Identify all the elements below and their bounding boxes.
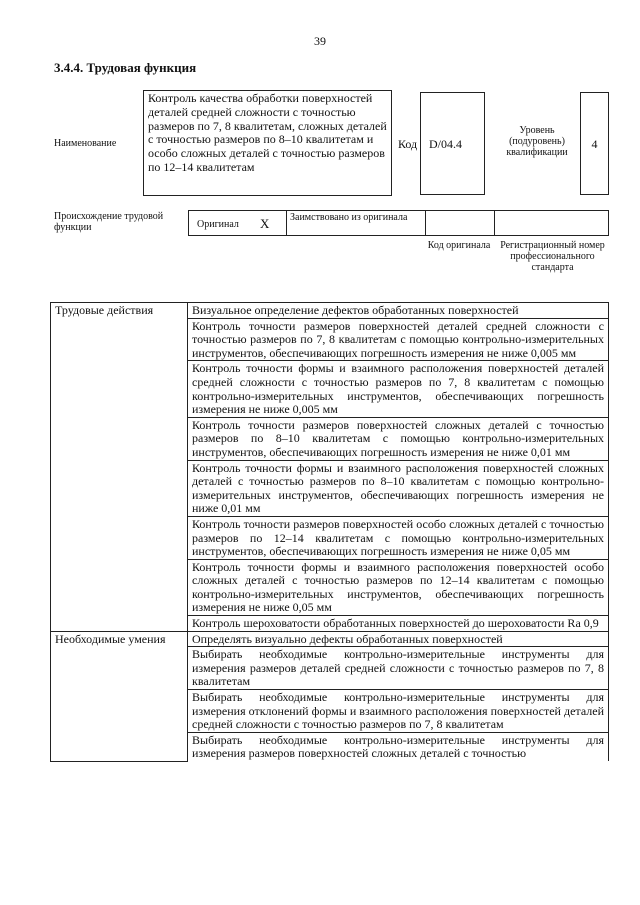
level-box xyxy=(580,92,609,195)
table-cell: Контроль точности размеров поверхностей сложных деталей с точностью размеров по 8–10 квалитетам с помощью контрольно-измерительных инструментов, обеспечивающих погрешность измерения не ниже 0,01 мм xyxy=(188,417,609,460)
table-cell: Выбирать необходимые контрольно-измерительные инструменты для измерения отклонений формы и взаимного расположения поверхностей деталей средней сложности с точностью размеров по 7, 8 квалитетам xyxy=(188,690,609,733)
section-title: 3.4.4. Трудовая функция xyxy=(54,60,197,75)
table-cell: Контроль точности размеров поверхностей деталей средней сложности с точностью размеров по 7, 8 квалитетам с помощью контрольно-измерительных инструментов, обеспечивающих погрешность измерения не ниже 0,005 мм xyxy=(188,318,609,361)
code-original-caption: Код оригинала xyxy=(427,240,491,251)
level-value: 4 xyxy=(591,137,598,151)
table-cell: Выбирать необходимые контрольно-измерительные инструменты для измерения размеров поверхностей сложных деталей с точностью xyxy=(188,732,609,761)
table-cell: Контроль шероховатости обработанных поверхностей до шероховатости Ra 0,9 xyxy=(188,616,609,632)
page-number: 39 xyxy=(314,34,326,48)
function-name-box xyxy=(143,90,392,196)
origin-label: Происхождение трудовой функции xyxy=(54,211,164,233)
level-label: Уровень (подуровень) квалификации xyxy=(506,125,568,158)
function-name: Контроль качества обработки поверхностей деталей средней сложности с точностью размеров по 7, 8 квалитетам, сложных деталей с точностью размеров по 8–10 квалитетам и особо сложных деталей с точностью размеров по 12–14 квалитетам xyxy=(148,91,387,174)
category-cell: Трудовые действия xyxy=(51,303,188,632)
code-box xyxy=(420,92,485,195)
table-cell: Контроль точности размеров поверхностей особо сложных деталей с точностью размеров по 12–14 квалитетам с помощью контрольно-измерительных инструментов, обеспечивающих погрешность измерения не ниже 0,05 мм xyxy=(188,516,609,559)
table-cell: Визуальное определение дефектов обработанных поверхностей xyxy=(188,303,609,319)
table-cell: Выбирать необходимые контрольно-измерительные инструменты для измерения размеров деталей средней сложности с точностью размеров по 7, 8 квалитетам xyxy=(188,647,609,690)
category-cell: Необходимые умения xyxy=(51,631,188,761)
original-mark: X xyxy=(260,216,270,231)
requirements-table xyxy=(50,302,609,762)
table-row xyxy=(51,631,609,647)
origin-row-box xyxy=(188,210,609,236)
table-cell: Определять визуально дефекты обработанных поверхностей xyxy=(188,631,609,647)
borrowed-label: Заимствовано из оригинала xyxy=(290,212,408,223)
table-cell: Контроль точности формы и взаимного расположения поверхностей особо сложных деталей с точностью размеров по 12–14 квалитетам с помощью контрольно-измерительных инструментов, обеспечивающих погрешность измерения не ниже 0,05 мм xyxy=(188,559,609,615)
table-cell: Контроль точности формы и взаимного расположения поверхностей сложных деталей с точностью размеров по 8–10 квалитетам с помощью контрольно-измерительных инструментов, обеспечивающих погрешность измерения не ниже 0,01 мм xyxy=(188,460,609,516)
code-label: Код xyxy=(398,137,418,151)
table-cell: Контроль точности формы и взаимного расположения поверхностей деталей средней сложности с точностью размеров по 7, 8 квалитетам с помощью контрольно-измерительных инструментов, обеспечивающих погрешность измерения не ниже 0,005 мм xyxy=(188,361,609,417)
name-label: Наименование xyxy=(54,138,117,149)
table-row xyxy=(51,303,609,319)
code-value: D/04.4 xyxy=(429,137,462,151)
reg-number-caption: Регистрационный номер профессионального стандарта xyxy=(500,240,605,273)
original-label: Оригинал xyxy=(197,219,239,230)
